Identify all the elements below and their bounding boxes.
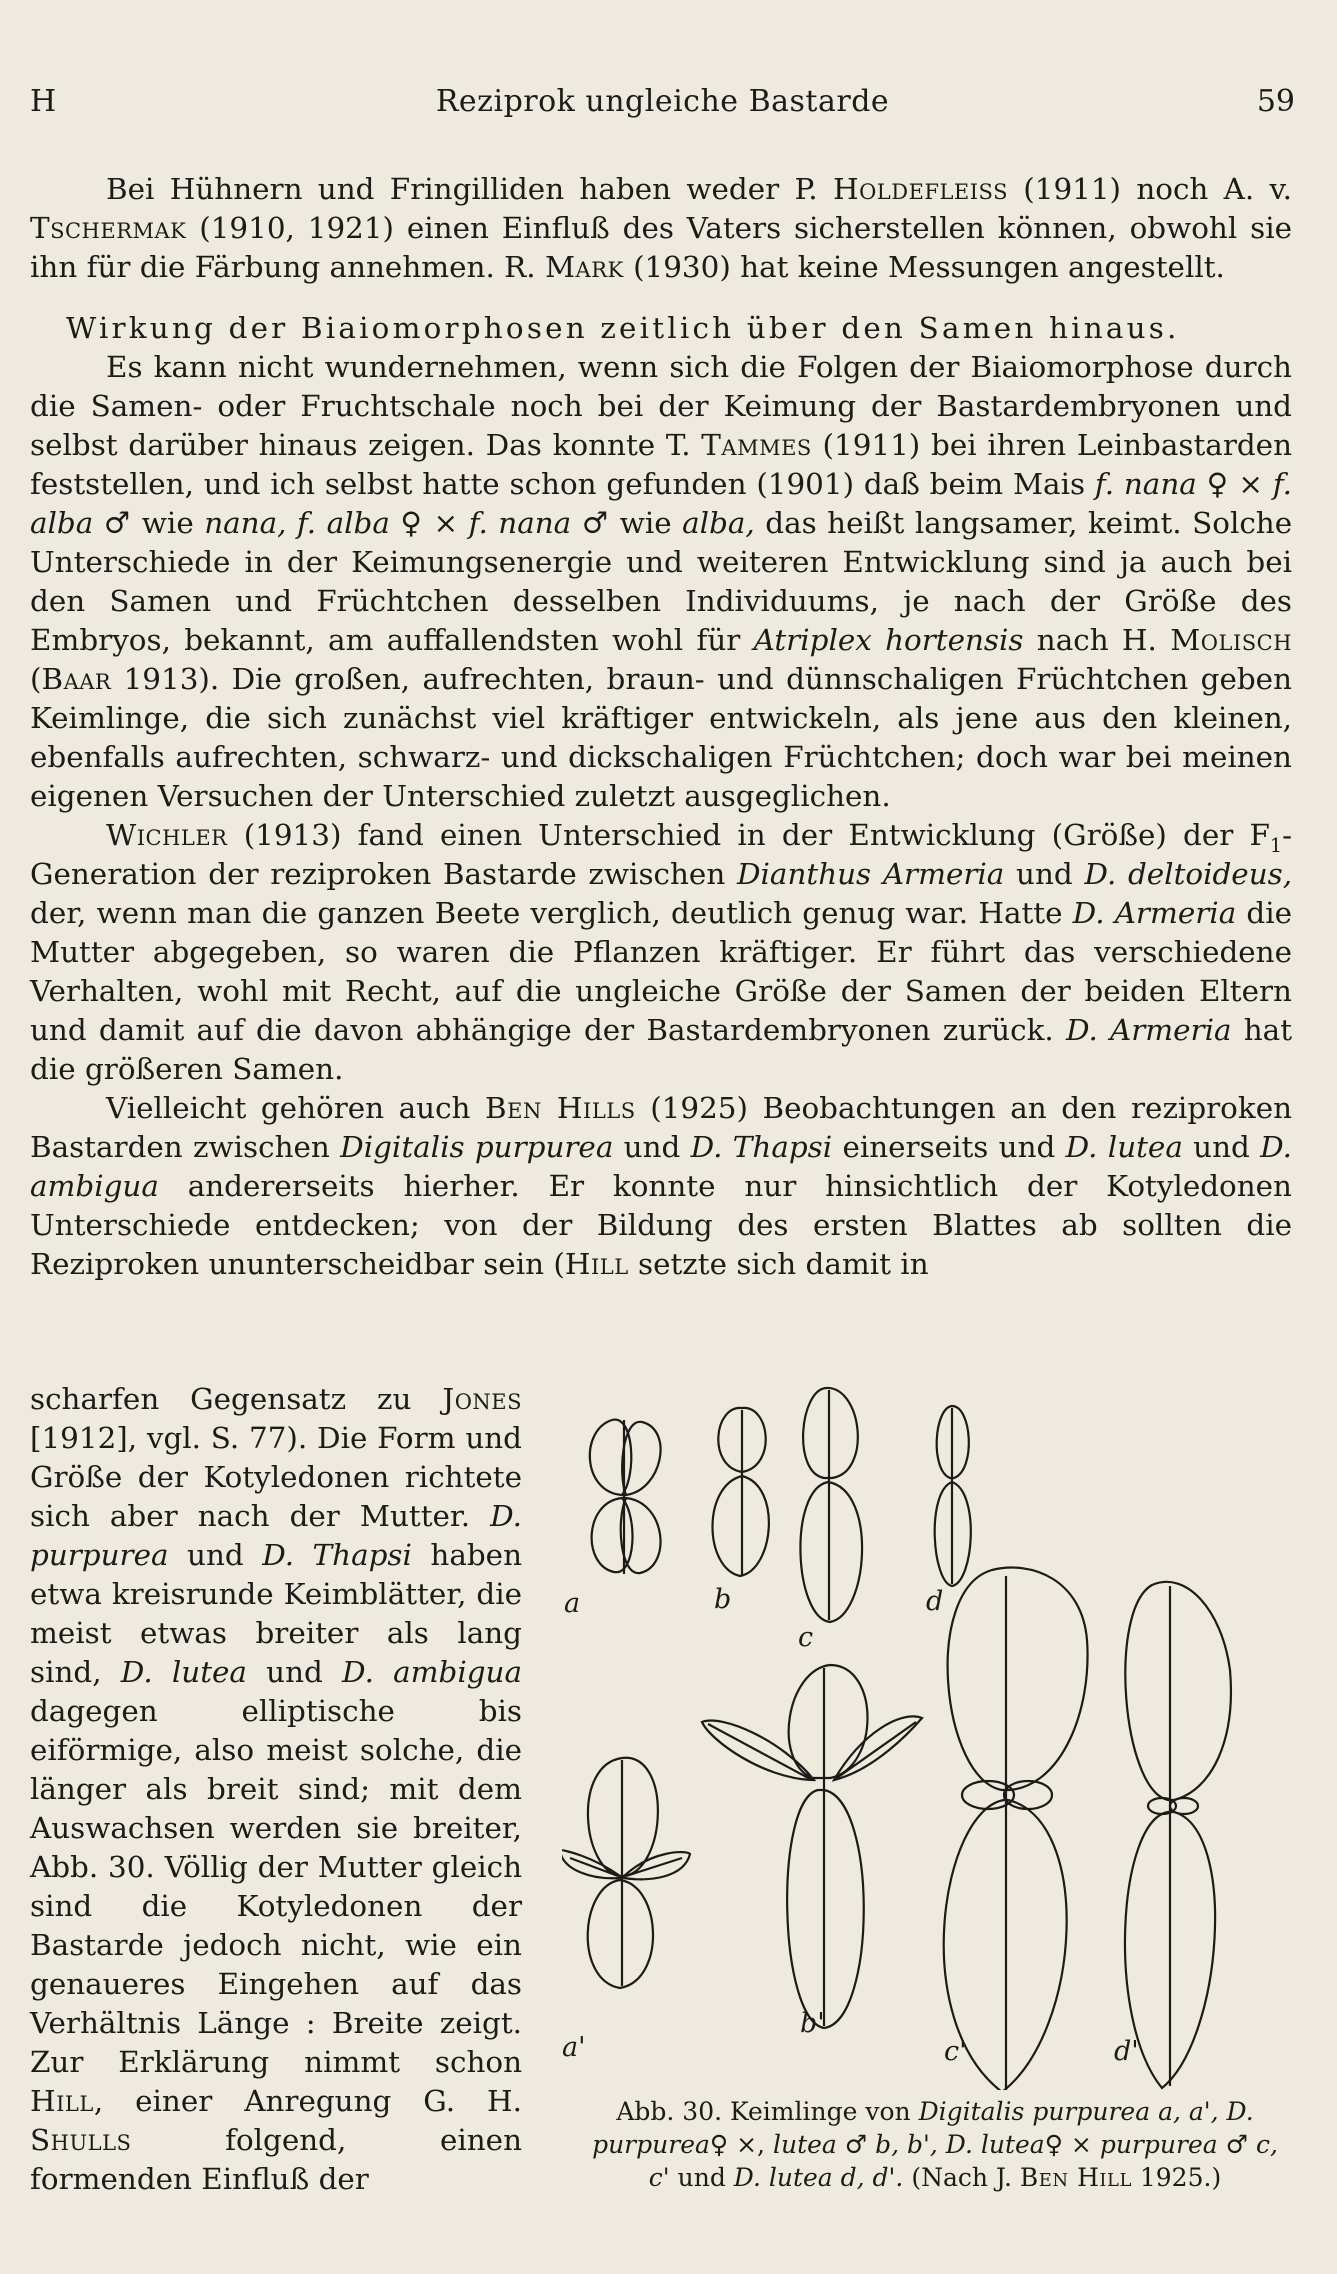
text-with-figure bbox=[30, 1380, 1292, 2260]
figure-label-b: b bbox=[714, 1584, 732, 1615]
seedling-c-prime bbox=[944, 1568, 1088, 2090]
figure-caption: Abb. 30. Keimlinge von Digitalis purpurea a, a', D. purpurea♀ ×, lutea ♂ b, b', D. lutea♀ × purpurea ♂ c, c' und D. lutea d, d'. (Nach J. Ben Hill 1925.) bbox=[592, 2097, 1278, 2192]
seedling-b bbox=[713, 1408, 769, 1576]
seedling-b-prime bbox=[702, 1665, 922, 2028]
seedling-a-prime bbox=[562, 1758, 690, 1988]
seedling-a bbox=[590, 1420, 661, 1574]
section-heading: Wirkung der Biaiomorphosen zeitlich über den Samen hinaus. bbox=[66, 311, 1180, 345]
figure-label-a-prime: a' bbox=[562, 2032, 586, 2063]
running-header bbox=[30, 84, 1295, 124]
running-title: Reziprok ungleiche Bastarde bbox=[435, 84, 890, 119]
page-number: 59 bbox=[1256, 84, 1295, 119]
narrow-column bbox=[30, 1380, 522, 2199]
paragraph-1: Bei Hühnern und Fringilliden haben weder P. Holdefleiss (1911) noch A. v. Tschermak (1910, 1921) einen Einfluß des Vaters sicherstellen können, obwohl sie ihn für die Färbung annehmen. R. Mark (1930) hat keine Messungen angestellt. bbox=[30, 172, 1293, 284]
header-letter: H bbox=[30, 84, 57, 119]
figure-label-b-prime: b' bbox=[800, 2008, 825, 2039]
text-body bbox=[30, 170, 1292, 1284]
seedling-drawings bbox=[562, 1380, 1292, 2090]
figure-label-c: c bbox=[798, 1622, 814, 1653]
seedling-c bbox=[800, 1388, 862, 1622]
figure-label-a: a bbox=[564, 1588, 581, 1619]
paragraph-4: Vielleicht gehören auch Ben Hills (1925) Beobachtungen an den reziproken Bastarden zwischen Digitalis purpurea und D. Thapsi einerseits und D. lutea und D. ambigua andererseits hierher. Er konnte nur hinsichtlich der Kotyledonen Unterschiede entdecken; von der Bildung des ersten Blattes ab sollten die Reziproken ununterscheidbar sein (Hill setzte sich damit in bbox=[30, 1091, 1293, 1281]
paragraph-3: Wichler (1913) fand einen Unterschied in der Entwicklung (Größe) der $F_1$-Generation der reziproken Bastarde zwischen Dianthus Armeria und D. deltoideus, der, wenn man die ganzen Beete verglich, deutlich genug war. Hatte D. Armeria die Mutter abgegeben, so waren die Pflanzen kräftiger. Er führt das verschiedene Verhalten, wohl mit Recht, auf die ungleiche Größe der Samen der beiden Eltern und damit auf die davon abhängige der Bastardembryonen zurück. D. Armeria hat die größeren Samen. bbox=[30, 818, 1293, 1086]
figure-label-d: d bbox=[926, 1586, 944, 1617]
paragraph-5: scharfen Gegensatz zu Jones [1912], vgl. S. 77). Die Form und Größe der Kotyledonen richtete sich aber nach der Mutter. D. purpurea und D. Thapsi haben etwa kreisrunde Keimblätter, die meist etwas breiter als lang sind, D. lutea und D. ambigua dagegen elliptische bis eiförmige, also meist solche, die länger als breit sind; mit dem Auswachsen werden sie breiter, Abb. 30. Völlig der Mutter gleich sind die Kotyledonen der Bastarde jedoch nicht, wie ein genaueres Eingehen auf das Verhältnis Länge : Breite zeigt. Zur Erklärung nimmt schon Hill, einer Anregung G. H. Shulls folgend, einen formenden Einfluß der bbox=[30, 1382, 522, 2196]
seedling-d-prime bbox=[1125, 1582, 1231, 2088]
figure-label-c-prime: c' bbox=[944, 2036, 967, 2067]
figure-30 bbox=[562, 1380, 1292, 2260]
paragraph-2: Es kann nicht wundernehmen, wenn sich die Folgen der Biaiomorphose durch die Samen- oder Fruchtschale noch bei der Keimung der Bastardembryonen und selbst darüber hinaus zeigen. Das konnte T. Tammes (1911) bei ihren Leinbastarden feststellen, und ich selbst hatte schon gefunden (1901) daß beim Mais f. nana ♀ × f. alba ♂ wie nana, f. alba ♀ × f. nana ♂ wie alba, das heißt langsamer, keimt. Solche Unterschiede in der Keimungsenergie und weiteren Entwicklung sind ja auch bei den Samen und Früchtchen desselben Individuums, je nach der Größe des Embryos, bekannt, am auffallendsten wohl für Atriplex hortensis nach H. Molisch (Baar 1913). Die großen, aufrechten, braun- und dünnschaligen Früchtchen geben Keimlinge, die sich zunächst viel kräftiger entwickeln, als jene aus den kleinen, ebenfalls aufrechten, schwarz- und dickschaligen Früchtchen; doch war bei meinen eigenen Versuchen der Unterschied zuletzt ausgeglichen. bbox=[30, 350, 1293, 813]
figure-label-d-prime: d' bbox=[1114, 2036, 1139, 2067]
seedling-d bbox=[935, 1406, 971, 1586]
